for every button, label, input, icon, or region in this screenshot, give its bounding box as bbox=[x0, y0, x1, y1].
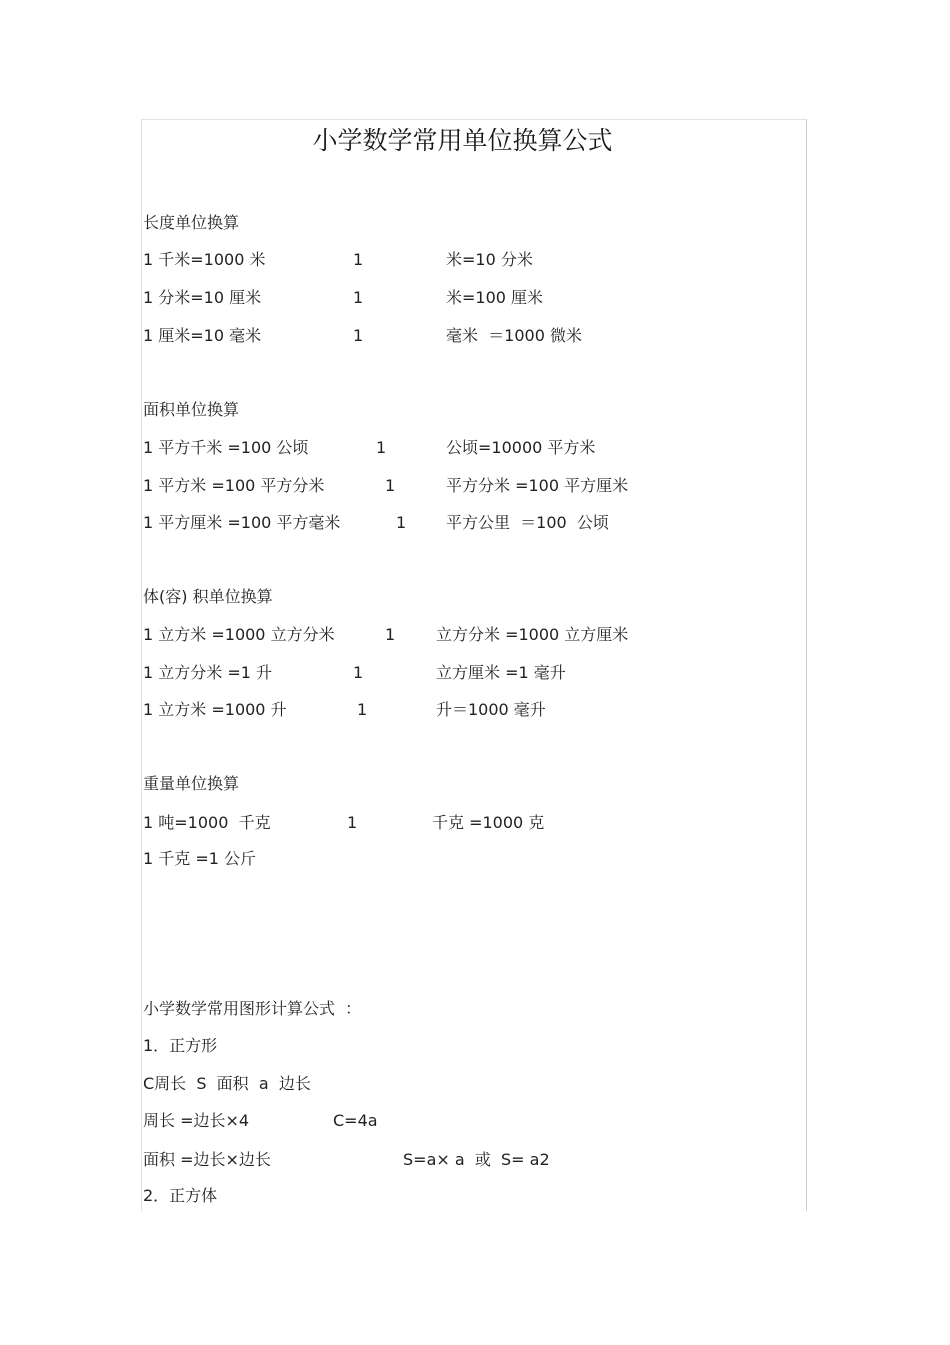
length-row-2-mid: 1 bbox=[353, 288, 364, 307]
area-row-1-mid: 1 bbox=[376, 438, 387, 457]
volume-row-2-mid: 1 bbox=[353, 663, 364, 682]
cube-title: 2．正方体 bbox=[143, 1186, 218, 1205]
volume-row-2-right: 立方厘米 =1 毫升 bbox=[436, 663, 566, 682]
length-row-2-left: 1 分米=10 厘米 bbox=[143, 288, 262, 307]
volume-row-3-left: 1 立方米 =1000 升 bbox=[143, 700, 287, 719]
area-row-3-mid: 1 bbox=[396, 513, 407, 532]
weight-row-1-left: 1 吨=1000 千克 bbox=[143, 813, 271, 832]
area-row-2-right: 平方分米 =100 平方厘米 bbox=[446, 476, 629, 495]
length-row-2-right: 米=100 厘米 bbox=[446, 288, 544, 307]
volume-row-1-right: 立方分米 =1000 立方厘米 bbox=[436, 625, 629, 644]
volume-row-2-left: 1 立方分米 =1 升 bbox=[143, 663, 273, 682]
area-row-1-left: 1 平方千米 =100 公顷 bbox=[143, 438, 309, 457]
weight-row-1-right: 千克 =1000 克 bbox=[432, 813, 545, 832]
weight-row-1-mid: 1 bbox=[347, 813, 358, 832]
length-row-1-right: 米=10 分米 bbox=[446, 250, 533, 269]
weight-heading: 重量单位换算 bbox=[143, 774, 240, 793]
volume-row-1-mid: 1 bbox=[385, 625, 396, 644]
area-row-2-mid: 1 bbox=[385, 476, 396, 495]
area-heading: 面积单位换算 bbox=[143, 400, 240, 419]
length-heading: 长度单位换算 bbox=[143, 213, 240, 232]
volume-row-3-right: 升＝1000 毫升 bbox=[436, 700, 546, 719]
square-legend: C周长 S 面积 a 边长 bbox=[143, 1074, 311, 1093]
area-row-3-right: 平方公里 ＝100 公顷 bbox=[446, 513, 609, 532]
area-row-3-left: 1 平方厘米 =100 平方毫米 bbox=[143, 513, 341, 532]
length-row-3-mid: 1 bbox=[353, 326, 364, 345]
page-title: 小学数学常用单位换算公式 bbox=[312, 126, 613, 155]
volume-row-3-mid: 1 bbox=[357, 700, 368, 719]
volume-row-1-left: 1 立方米 =1000 立方分米 bbox=[143, 625, 335, 644]
area-formula-symbolic: S=a× a 或 S= a2 bbox=[403, 1150, 550, 1169]
area-formula-text: 面积 =边长×边长 bbox=[143, 1150, 271, 1169]
length-row-1-mid: 1 bbox=[353, 250, 364, 269]
length-row-3-right: 毫米 ＝1000 微米 bbox=[446, 326, 582, 345]
area-row-2-left: 1 平方米 =100 平方分米 bbox=[143, 476, 325, 495]
shapes-heading: 小学数学常用图形计算公式 ： bbox=[143, 999, 362, 1018]
volume-heading: 体(容) 积单位换算 bbox=[143, 587, 273, 606]
perimeter-formula-text: 周长 =边长×4 bbox=[143, 1111, 250, 1130]
area-row-1-right: 公顷=10000 平方米 bbox=[446, 438, 596, 457]
square-title: 1．正方形 bbox=[143, 1036, 218, 1055]
perimeter-formula-symbolic: C=4a bbox=[333, 1111, 378, 1130]
length-row-1-left: 1 千米=1000 米 bbox=[143, 250, 266, 269]
weight-row-2-left: 1 千克 =1 公斤 bbox=[143, 849, 257, 868]
length-row-3-left: 1 厘米=10 毫米 bbox=[143, 326, 262, 345]
